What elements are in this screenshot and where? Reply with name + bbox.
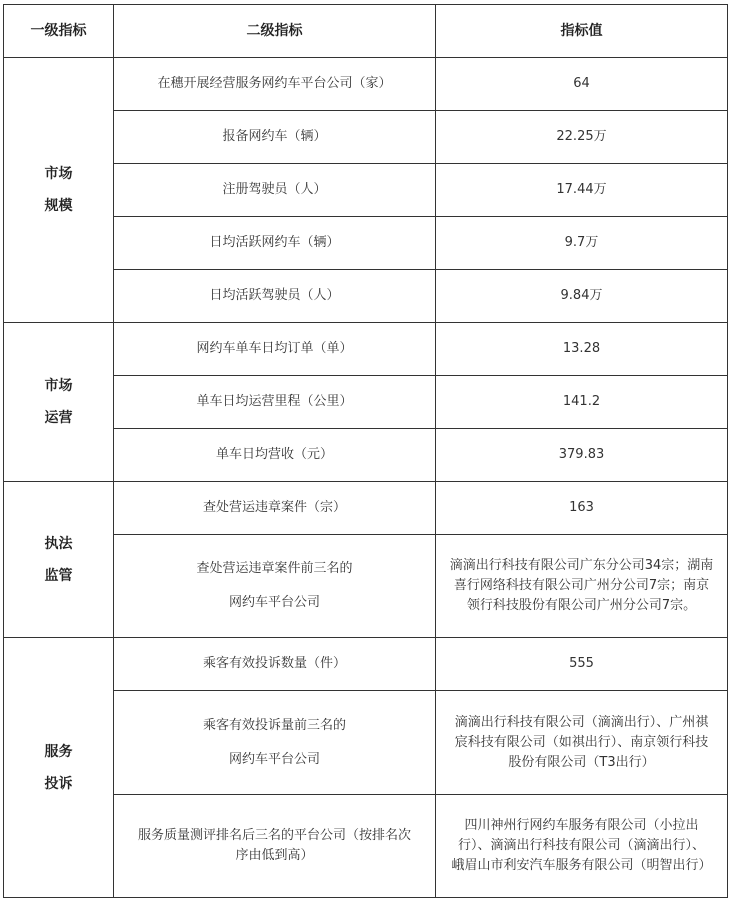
indicator-value: 379.83 (436, 429, 728, 482)
category-cell (4, 58, 114, 323)
sub-indicator-line: 网约车平台公司 (228, 595, 320, 610)
sub-indicator: 日均活跃网约车（辆） (114, 217, 436, 270)
indicator-table (3, 4, 728, 898)
value-line: 四川神州行网约车服务有限公司（小拉出 (464, 818, 699, 833)
value-line: 股份有限公司（T3出行） (508, 754, 655, 770)
sub-indicator (114, 535, 436, 638)
sub-indicator: 查处营运违章案件（宗） (114, 482, 436, 535)
sub-indicator (114, 691, 436, 795)
header-value: 指标值 (436, 5, 728, 58)
indicator-value: 555 (436, 638, 728, 691)
sub-indicator-line: 网约车平台公司 (228, 751, 320, 767)
sub-indicator: 单车日均营收（元） (114, 429, 436, 482)
value-line: 行）、滴滴出行科技有限公司（滴滴出行）、 (457, 838, 705, 853)
indicator-value: 64 (436, 58, 728, 111)
category-line: 服务 (44, 743, 73, 760)
sub-indicator: 注册驾驶员（人） (114, 164, 436, 217)
value-line: 领行科技股份有限公司广州分公司7宗。 (466, 598, 697, 613)
category-line: 监管 (44, 567, 73, 584)
value-line: 峨眉山市利安汽车服务有限公司（明智出行） (451, 858, 712, 873)
indicator-value: 141.2 (436, 376, 728, 429)
value-line: 喜行网络科技有限公司广州分公司7宗；南京 (453, 578, 710, 593)
indicator-value: 163 (436, 482, 728, 535)
indicator-value (436, 691, 728, 795)
category-line: 投诉 (44, 775, 73, 792)
sub-indicator: 在穗开展经营服务网约车平台公司（家） (114, 58, 436, 111)
category-cell (4, 638, 114, 898)
category-line: 运营 (44, 410, 73, 426)
category-line: 市场 (44, 166, 73, 182)
sub-indicator: 乘客有效投诉数量（件） (114, 638, 436, 691)
category-line: 市场 (44, 378, 73, 394)
header-level1: 一级指标 (4, 5, 114, 58)
sub-indicator-line: 序由低到高） (235, 848, 314, 863)
header-row (4, 5, 728, 58)
category-cell (4, 323, 114, 482)
indicator-value (436, 535, 728, 638)
table-row (4, 323, 728, 376)
category-cell (4, 482, 114, 638)
table-row (4, 638, 728, 691)
indicator-value: 9.7万 (436, 217, 728, 270)
value-line: 滴滴出行科技有限公司（滴滴出行）、广州祺 (454, 714, 709, 730)
indicator-value: 9.84万 (436, 270, 728, 323)
sub-indicator: 单车日均运营里程（公里） (114, 376, 436, 429)
sub-indicator: 日均活跃驾驶员（人） (114, 270, 436, 323)
value-line: 滴滴出行科技有限公司广东分公司34宗；湖南 (449, 558, 714, 573)
table-row (4, 58, 728, 111)
sub-indicator-line: 乘客有效投诉量前三名的 (202, 717, 346, 733)
category-line: 执法 (44, 535, 73, 552)
indicator-value: 13.28 (436, 323, 728, 376)
indicator-value: 22.25万 (436, 111, 728, 164)
sub-indicator: 网约车单车日均订单（单） (114, 323, 436, 376)
sub-indicator-line: 服务质量测评排名后三名的平台公司（按排名次 (137, 828, 411, 843)
indicator-value (436, 795, 728, 898)
value-line: 宸科技有限公司（如祺出行）、南京领行科技 (454, 734, 709, 750)
table-row (4, 482, 728, 535)
sub-indicator (114, 795, 436, 898)
sub-indicator: 报备网约车（辆） (114, 111, 436, 164)
indicator-value: 17.44万 (436, 164, 728, 217)
sub-indicator-line: 查处营运违章案件前三名的 (196, 561, 353, 576)
header-level2: 二级指标 (114, 5, 436, 58)
category-line: 规模 (44, 198, 73, 214)
